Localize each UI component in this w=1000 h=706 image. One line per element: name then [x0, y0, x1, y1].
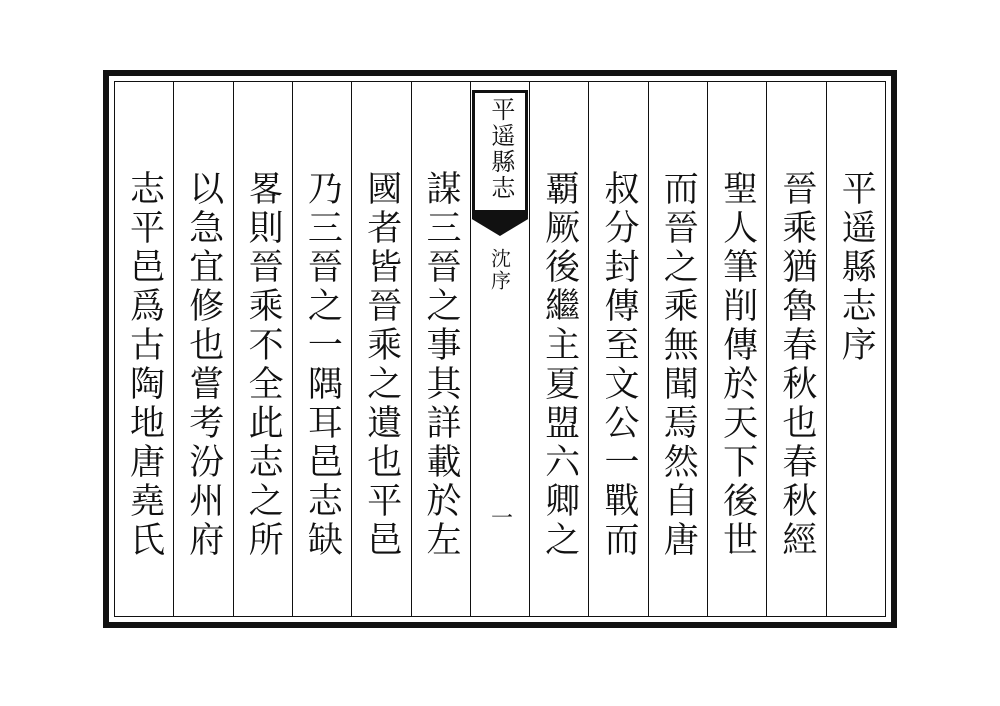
- column-text: 國者皆晉乘之遺也平邑: [361, 170, 402, 560]
- column-text: 聖人筆削傳於天下後世: [717, 170, 758, 560]
- column-text: 畧則晉乘不全此志之所: [243, 170, 284, 560]
- banner-title-panel: [472, 90, 528, 215]
- column-text: 晉乘猶魯春秋也春秋經: [776, 170, 817, 560]
- column-text: 志平邑爲古陶地唐堯氏: [124, 170, 165, 560]
- banner-page-number: 一: [487, 506, 513, 528]
- text-column-6: [529, 82, 588, 616]
- column-text: 平遥縣志序: [836, 170, 877, 365]
- banner-title: 平遥縣志: [486, 97, 515, 201]
- text-column-8: [351, 82, 410, 616]
- banner-subtitle: 沈序: [487, 248, 512, 292]
- book-page-frame: [103, 70, 897, 628]
- text-column-12: [115, 82, 173, 616]
- column-text: 謀三晉之事其詳載於左: [421, 170, 461, 560]
- text-column-10: [233, 82, 292, 616]
- text-column-1: [826, 82, 885, 616]
- text-column-9: [292, 82, 351, 616]
- text-column-7: [411, 82, 470, 616]
- fishtail-mark-icon: [472, 210, 528, 236]
- text-column-2: [766, 82, 825, 616]
- text-column-3: [707, 82, 766, 616]
- column-text: 乃三晉之一隅耳邑志缺: [302, 170, 343, 560]
- text-column-4: [648, 82, 707, 616]
- column-text: 叔分封傳至文公一戰而: [598, 170, 639, 560]
- text-column-11: [173, 82, 232, 616]
- center-fold-banner-column: [470, 82, 529, 616]
- column-text: 而晉之乘無聞焉然自唐: [658, 170, 699, 560]
- text-column-5: [588, 82, 647, 616]
- text-columns: [115, 82, 885, 616]
- column-text: 覇厥後繼主夏盟六卿之: [539, 170, 580, 560]
- column-text: 以急宜修也嘗考汾州府: [183, 170, 224, 560]
